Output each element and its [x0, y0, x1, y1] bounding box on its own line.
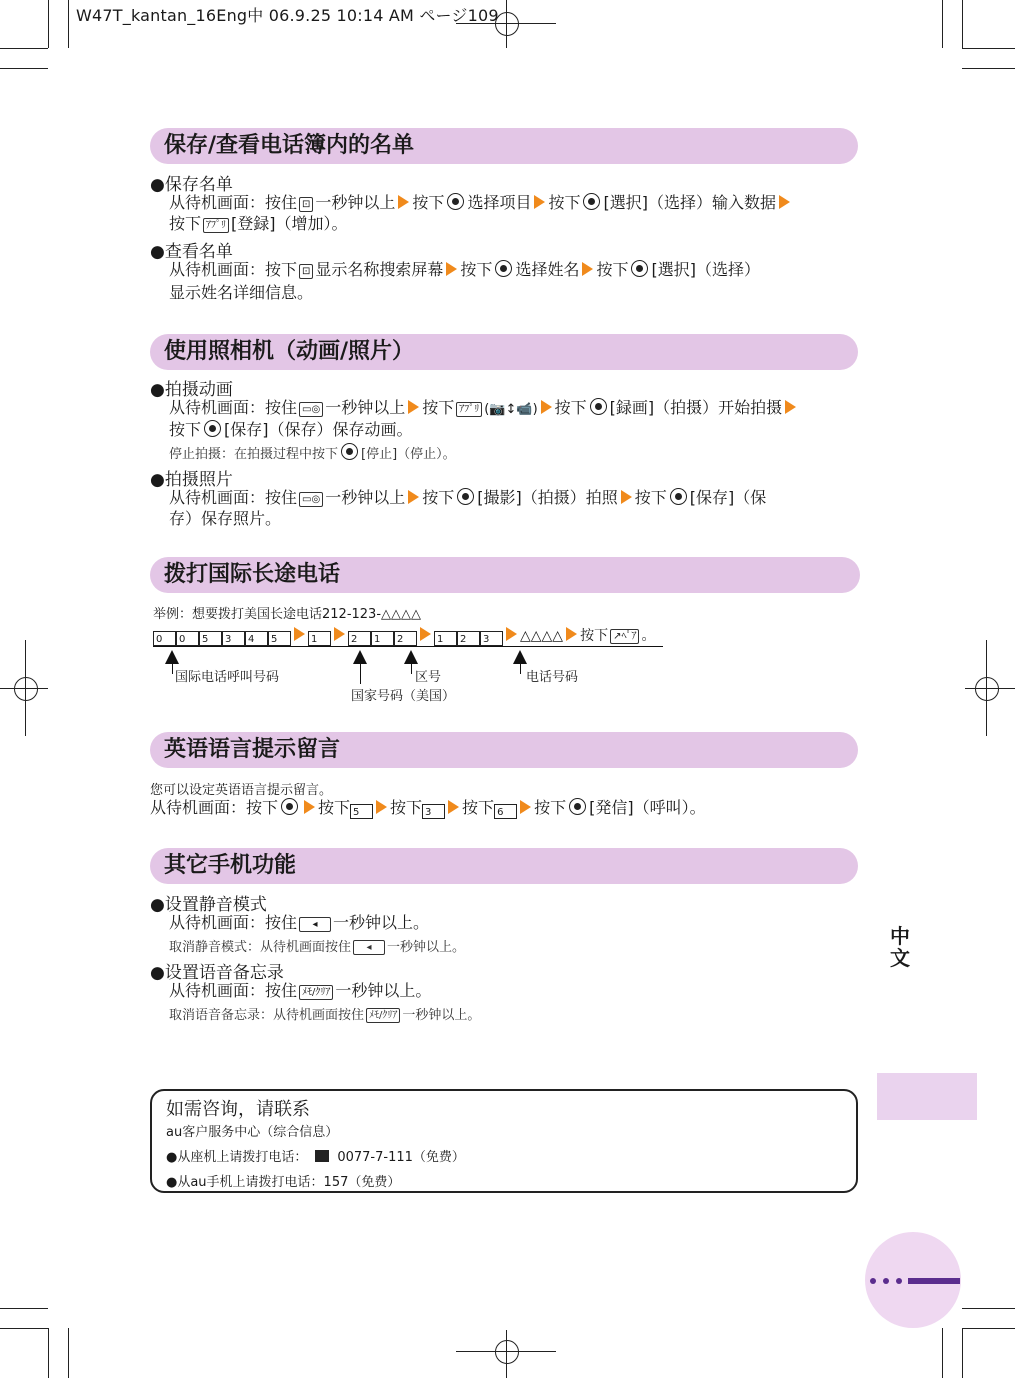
digit-key: 5	[199, 631, 222, 646]
arrow-icon	[408, 490, 419, 504]
center-key-icon	[590, 398, 607, 415]
instruction-line	[169, 192, 869, 213]
bullet-heading: ●设置静音模式	[150, 895, 267, 915]
text: 选择姓名	[515, 260, 580, 279]
crop-mark	[962, 68, 1015, 69]
arrow-icon	[376, 800, 387, 814]
text: 文	[890, 946, 910, 970]
registration-line	[506, 0, 507, 48]
section-title: 拨打国际长途电话	[150, 557, 860, 593]
crop-mark	[962, 0, 963, 48]
instruction-line	[169, 980, 431, 1001]
arrow-icon	[779, 195, 790, 209]
digit-key: 3	[222, 631, 245, 646]
arrow-icon	[398, 195, 409, 209]
text: [発信]（呼叫）。	[589, 798, 706, 817]
text: 从待机画面：按住	[169, 981, 298, 1000]
text: 中	[890, 924, 910, 948]
leader-line	[520, 664, 521, 674]
instruction-line: 存）保存照片。	[169, 509, 282, 528]
text: 按下	[390, 798, 423, 817]
digit-key-6: 6	[494, 804, 517, 819]
accent-bar	[908, 1278, 960, 1284]
side-tab	[877, 1073, 977, 1120]
arrow-icon	[448, 800, 459, 814]
bullet-heading: ●拍摄动画	[150, 380, 233, 400]
digit-key: 0	[153, 631, 176, 646]
text: 一秒钟以上	[325, 398, 406, 417]
text: 按下	[534, 798, 567, 817]
arrow-icon	[446, 262, 457, 276]
note-line	[169, 1004, 480, 1023]
digit-key: 1	[434, 631, 457, 646]
text: 按下	[422, 488, 455, 507]
text: 取消静音模式：从待机画面按住	[169, 940, 352, 955]
instruction-line	[150, 797, 870, 819]
crop-mark	[962, 1328, 963, 1378]
example-text: 举例：想要拨打美国长途电话212-123-△△△△	[153, 607, 421, 622]
camera-key-icon: ▭◎	[299, 492, 323, 507]
text: [撮影]（拍摄）拍照	[477, 488, 618, 507]
softkey-icon: ｱﾌﾟﾘ	[456, 402, 482, 417]
crop-mark	[962, 1328, 1015, 1329]
note-line	[169, 443, 456, 462]
memo-key-icon: ﾒﾓ/ｸﾘｱ	[366, 1008, 400, 1023]
registration-line	[0, 688, 48, 689]
crop-mark	[0, 48, 48, 49]
caption: 区号	[415, 670, 442, 685]
registration-line	[506, 1330, 507, 1378]
text: △△△△	[520, 628, 564, 644]
caption: 国际电话呼叫号码	[175, 670, 280, 685]
softkey-icon: ｱﾌﾟﾘ	[203, 218, 229, 233]
center-key-icon	[341, 443, 358, 460]
section-title: 英语语言提示留言	[150, 732, 858, 768]
instruction-line	[169, 487, 869, 508]
center-key-icon	[631, 260, 648, 277]
digit-key: 2	[348, 631, 371, 646]
arrow-icon	[334, 627, 345, 641]
digit-key: 1	[371, 631, 394, 646]
center-key-icon	[569, 798, 586, 815]
text: 按下	[318, 798, 351, 817]
digit-key-5: 5	[350, 804, 373, 819]
language-label	[890, 925, 910, 969]
arrow-icon	[520, 800, 531, 814]
clear-key-icon: ◂	[299, 917, 331, 932]
crop-mark	[48, 1328, 49, 1378]
note-line	[169, 936, 465, 955]
mode-switch-icon: (📷↕📹)	[484, 402, 538, 417]
phonebook-key-icon: ⊡	[299, 264, 313, 279]
section-title: 其它手机功能	[150, 848, 858, 884]
caption: 电话号码	[526, 670, 579, 685]
text: 0077-7-111（免费）	[337, 1150, 465, 1165]
text: [保存]（保存）保存动画。	[224, 420, 413, 439]
digit-key: 5	[268, 631, 291, 646]
text: [選択]（选择）输入数据	[603, 193, 776, 212]
text: 从待机画面：按下	[169, 260, 298, 279]
intro-text: 您可以设定英语语言提示留言。	[150, 783, 333, 798]
text: 按下	[580, 628, 609, 644]
center-key-icon	[204, 420, 221, 437]
arrow-icon	[566, 627, 577, 641]
digit-key-3: 3	[422, 804, 445, 819]
registration-line	[25, 640, 26, 736]
crop-mark	[0, 1328, 48, 1329]
center-key-icon	[670, 488, 687, 505]
pointer-arrow-icon	[165, 650, 179, 664]
pointer-arrow-icon	[513, 650, 527, 664]
call-key-icon: ↗ﾍﾟｱ	[610, 629, 639, 644]
leader-line	[360, 664, 361, 684]
clear-key-icon: ◂	[353, 940, 385, 955]
camera-key-icon: ▭◎	[299, 402, 323, 417]
crop-mark	[962, 48, 1015, 49]
phonebook-key-icon: ⊡	[299, 197, 313, 212]
bullet-heading: ●拍摄照片	[150, 470, 233, 490]
registration-mark	[495, 1340, 519, 1364]
registration-mark	[14, 677, 38, 701]
instruction-line	[169, 397, 869, 420]
text: 从待机画面：按住	[169, 913, 298, 932]
text: [登録]（增加）。	[231, 214, 348, 233]
multi-key-icon	[495, 260, 512, 277]
section-title: 使用照相机（动画/照片）	[150, 334, 858, 370]
text: 从待机画面：按下	[150, 798, 279, 817]
memo-key-icon: ﾒﾓ/ｸﾘｱ	[299, 985, 333, 1000]
digit-key: 2	[394, 631, 417, 646]
crop-mark	[942, 0, 943, 48]
arrow-icon	[785, 400, 796, 414]
text: [保存]（保	[689, 488, 767, 507]
text: ●从座机上请拨打电话：	[166, 1150, 308, 1165]
crop-mark	[68, 0, 69, 48]
text: 。	[641, 628, 656, 644]
digit-key: 4	[245, 631, 268, 646]
digit-key: 0	[176, 631, 199, 646]
caption: 国家号码（美国）	[351, 689, 456, 704]
bullet-heading: ●查看名单	[150, 242, 233, 262]
arrow-icon	[621, 490, 632, 504]
contact-line	[166, 1146, 465, 1165]
instruction-line	[169, 419, 413, 440]
text: 按下	[460, 260, 493, 279]
underline	[153, 646, 663, 647]
text: [停止]（停止）。	[361, 447, 456, 462]
crop-mark	[68, 1328, 69, 1378]
digit-key: 2	[457, 631, 480, 646]
contact-line: ●从au手机上请拨打电话：157（免费）	[166, 1175, 401, 1190]
text: 按下	[554, 398, 587, 417]
text: 选择项目	[467, 193, 532, 212]
text: 一秒钟以上。	[335, 981, 432, 1000]
arrow-icon	[506, 627, 517, 641]
crop-mark	[962, 1308, 1015, 1309]
crop-mark	[0, 1308, 48, 1309]
pointer-arrow-icon	[353, 650, 367, 664]
digit-key: 1	[308, 631, 331, 646]
text: [録画]（拍摄）开始拍摄	[609, 398, 783, 417]
updown-key-icon	[447, 193, 464, 210]
crop-mark	[0, 68, 48, 69]
instruction-line	[169, 213, 348, 234]
section-title: 保存/查看电话簿内的名单	[150, 128, 858, 164]
leader-line	[172, 664, 173, 674]
registration-line	[965, 688, 1015, 689]
text: [選択]（选择）	[651, 260, 760, 279]
free-dial-icon	[315, 1150, 329, 1162]
dial-sequence	[153, 625, 655, 646]
crop-mark	[942, 1328, 943, 1378]
text: 从待机画面：按住	[169, 398, 298, 417]
text: 一秒钟以上。	[387, 940, 466, 955]
arrow-icon	[294, 627, 305, 641]
text: 取消语音备忘录：从待机画面按住	[169, 1008, 365, 1023]
pointer-arrow-icon	[404, 650, 418, 664]
center-key-icon	[281, 798, 298, 815]
contact-subtitle: au客户服务中心（综合信息）	[166, 1125, 339, 1140]
registration-line	[986, 640, 987, 736]
arrow-icon	[582, 262, 593, 276]
text: 按下	[422, 398, 455, 417]
dot-icon	[896, 1278, 902, 1284]
text: 按下	[634, 488, 667, 507]
text: 按下	[169, 420, 202, 439]
leader-line	[411, 664, 412, 674]
arrow-icon	[541, 400, 552, 414]
dot-icon	[870, 1278, 876, 1284]
text: 停止拍摄：在拍摄过程中按下	[169, 447, 339, 462]
text: 一秒钟以上。	[333, 913, 430, 932]
bullet-heading: ●保存名单	[150, 175, 233, 195]
contact-title: 如需咨询，请联系	[166, 1099, 310, 1120]
text: 从待机画面：按住	[169, 193, 298, 212]
instruction-line: 显示姓名详细信息。	[169, 283, 314, 302]
bullet-heading: ●设置语音备忘录	[150, 963, 284, 983]
print-slug: W47T_kantan_16Eng中 06.9.25 10:14 AM ページ109	[76, 6, 499, 25]
text: 按下	[596, 260, 629, 279]
text: 一秒钟以上。	[402, 1008, 481, 1023]
arrow-icon	[304, 800, 315, 814]
registration-mark	[975, 677, 999, 701]
text: 一秒钟以上	[325, 488, 406, 507]
instruction-line	[169, 259, 869, 280]
instruction-line	[169, 912, 429, 933]
text: 按下	[412, 193, 445, 212]
text: 一秒钟以上	[315, 193, 396, 212]
center-key-icon	[583, 193, 600, 210]
text: 从待机画面：按住	[169, 488, 298, 507]
arrow-icon	[408, 400, 419, 414]
text: 按下	[169, 214, 202, 233]
text: 按下	[462, 798, 495, 817]
crop-mark	[48, 0, 49, 48]
text: 显示名称搜索屏幕	[315, 260, 444, 279]
arrow-icon	[534, 195, 545, 209]
center-key-icon	[457, 488, 474, 505]
dot-icon	[883, 1278, 889, 1284]
text: 按下	[548, 193, 581, 212]
arrow-icon	[420, 627, 431, 641]
digit-key: 3	[480, 631, 503, 646]
